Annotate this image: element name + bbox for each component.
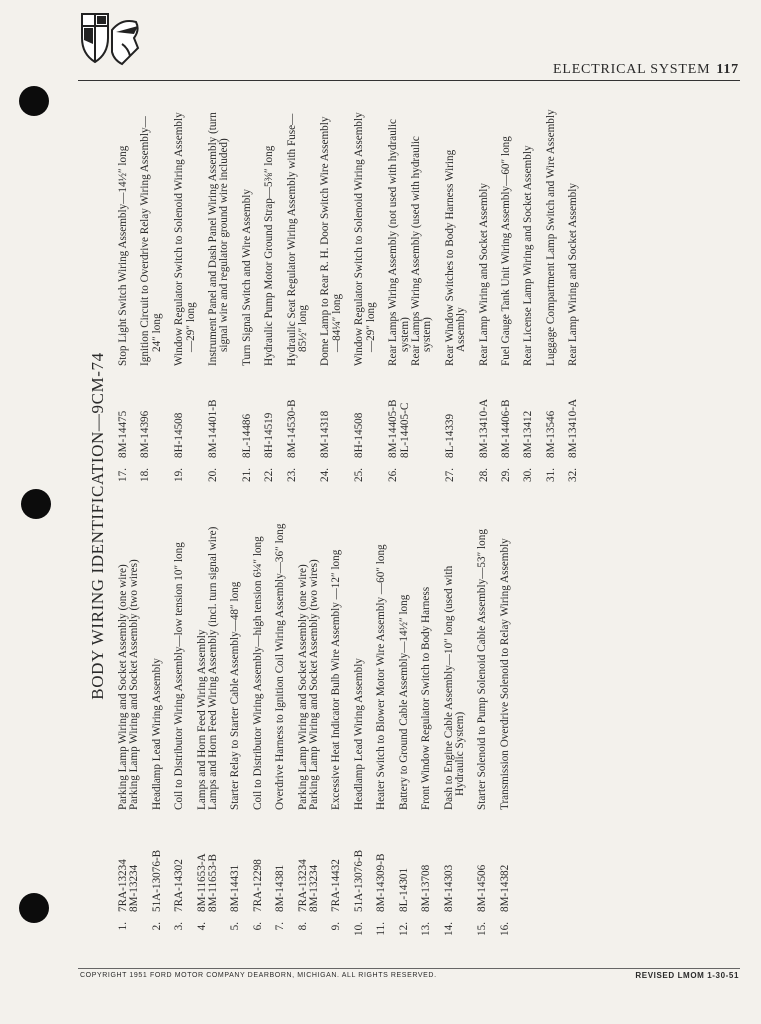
part-numbers: [275, 810, 286, 912]
entry-number: 11.: [375, 922, 388, 936]
descriptions: [477, 519, 488, 810]
part-number: 8M-13410-A: [567, 398, 580, 458]
part-number: 8L-14301: [397, 867, 410, 912]
part-description: Instrument Panel and Dash Panel Wiring Assembly (turn signal wire and regulator ground wire included): [207, 112, 231, 366]
entry-number: 2.: [150, 922, 163, 931]
wiring-entry: [174, 106, 197, 490]
descriptions: [230, 519, 241, 810]
descriptions: [354, 106, 377, 366]
part-description: Starter Solenoid to Pump Solenoid Cable Assembly—53″ long: [476, 529, 489, 810]
wiring-entry: [197, 519, 220, 944]
descriptions: [376, 519, 387, 810]
part-number: 51A-13076-B: [352, 849, 365, 912]
part-numbers: [501, 366, 512, 458]
part-numbers: [546, 366, 557, 458]
wiring-entry: [152, 519, 163, 944]
entry-number: 23.: [285, 468, 298, 482]
entry-number: 7.: [274, 922, 287, 931]
part-description: Rear Lamp Wiring and Socket Assembly: [477, 183, 490, 366]
wiring-entry: [275, 519, 286, 944]
descriptions: [331, 519, 342, 810]
part-numbers: [445, 366, 468, 458]
wiring-entry: [174, 519, 185, 944]
wiring-entry: [376, 519, 387, 944]
part-description: Battery to Ground Cable Assembly—14½″ long: [397, 594, 410, 810]
descriptions: [298, 519, 321, 810]
wiring-entry: [118, 519, 141, 944]
wiring-entry: [253, 519, 264, 944]
part-numbers: [421, 810, 432, 912]
descriptions: [287, 106, 310, 366]
descriptions: [354, 519, 365, 810]
part-number: 8M-14506: [476, 864, 489, 912]
part-numbers: [118, 810, 141, 912]
entry-number: 14.: [442, 922, 455, 936]
part-numbers: [208, 366, 231, 458]
part-numbers: [264, 366, 275, 458]
part-number: 8M-14405-B: [387, 399, 400, 458]
section-title: ELECTRICAL SYSTEM: [552, 62, 711, 77]
part-number: 8M-14381: [274, 864, 287, 912]
wiring-entry: [264, 106, 275, 490]
part-description: Hydraulic Seat Regulator Wiring Assembly with Fuse—85½″ long: [285, 113, 310, 366]
entry-number: 1.: [117, 922, 129, 931]
wiring-entry: [568, 106, 579, 490]
entry-number: 21.: [240, 468, 253, 482]
part-description: Turn Signal Switch and Wire Assembly: [240, 189, 253, 366]
descriptions: [118, 106, 129, 366]
descriptions: [242, 106, 253, 366]
part-description: Coil to Distributor Wiring Assembly—high tension 6¼″ long: [251, 536, 264, 810]
wiring-entry: [479, 106, 490, 490]
wiring-entry: [298, 519, 321, 944]
part-number: 8H-14519: [263, 412, 276, 458]
part-numbers: [152, 810, 163, 912]
part-numbers: [174, 810, 185, 912]
entry-number: 13.: [420, 922, 433, 936]
entry-number: 5.: [229, 922, 242, 931]
wiring-entry: [331, 519, 342, 944]
part-description: Window Regulator Switch to Solenoid Wiring Assembly—29″ long: [353, 112, 377, 366]
part-description: Heater Switch to Blower Motor Wire Assembly —60″ long: [375, 544, 388, 810]
page-number: 117: [716, 62, 739, 77]
part-number: 8M-14396: [139, 410, 152, 458]
part-number: 7RA-13234: [296, 859, 309, 912]
descriptions: [174, 106, 197, 366]
wiring-entry: [477, 519, 488, 944]
part-numbers: [298, 810, 321, 912]
part-number: 8M-14382: [498, 864, 511, 912]
entry-number: 12.: [397, 922, 410, 936]
part-numbers: [568, 366, 579, 458]
descriptions: [501, 106, 512, 366]
entry-number: 29.: [499, 468, 512, 482]
binder-hole-bottom: [19, 893, 49, 923]
part-description: Dome Lamp to Rear R. H. Door Switch Wire Assembly—84¼″ long: [319, 116, 343, 366]
descriptions: [523, 106, 534, 366]
entry-number: 32.: [567, 468, 580, 482]
part-number: 8M-14530-B: [285, 399, 298, 458]
descriptions: [445, 106, 468, 366]
part-description: Ignition Circuit to Overdrive Relay Wiring Assembly—24″ long: [139, 116, 163, 366]
part-description: Lamps and Horn Feed Wiring Assembly: [195, 629, 208, 810]
section-header: [553, 62, 739, 78]
descriptions: [152, 519, 163, 810]
part-description: Parking Lamp Wiring and Socket Assembly (two wires): [308, 559, 321, 810]
part-description: Rear Lamp Wiring and Socket Assembly: [567, 183, 580, 366]
part-description: Hydraulic Pump Motor Ground Strap—5⅜″ long: [263, 145, 276, 366]
descriptions: [118, 519, 141, 810]
entry-number: 18.: [139, 468, 152, 482]
descriptions: [500, 519, 511, 810]
entry-number: 31.: [544, 468, 557, 482]
part-numbers: [399, 810, 410, 912]
descriptions: [320, 106, 343, 366]
entry-number: 15.: [476, 922, 489, 936]
entry-number: 16.: [498, 922, 511, 936]
part-number: 8M-13546: [544, 410, 557, 458]
binder-hole-top: [19, 86, 49, 116]
part-description: Transmission Overdrive Solenoid to Relay Wiring Assembly: [498, 538, 511, 810]
wiring-entry: [354, 519, 365, 944]
wiring-entry: [546, 106, 557, 490]
descriptions: [253, 519, 264, 810]
part-description: Headlamp Lead Wiring Assembly: [352, 658, 365, 810]
part-number: 8H-14508: [353, 412, 366, 458]
part-number: 8M-14431: [229, 864, 242, 912]
part-description: Headlamp Lead Wiring Assembly: [150, 658, 163, 810]
part-numbers: [354, 810, 365, 912]
descriptions: [264, 106, 275, 366]
entry-number: 25.: [353, 468, 366, 482]
part-description: Luggage Compartment Lamp Switch and Wire Assembly: [544, 109, 557, 366]
descriptions: [140, 106, 163, 366]
part-description: Stop Light Switch Wiring Assembly—14½″ long: [117, 145, 129, 366]
part-description: Front Window Regulator Switch to Body Harness: [420, 586, 433, 810]
entry-number: 30.: [522, 468, 535, 482]
part-number: 8M-13412: [522, 410, 535, 458]
header-divider: [78, 80, 740, 81]
part-description: Starter Relay to Starter Cable Assembly—48″ long: [229, 581, 242, 810]
entry-number: 19.: [173, 468, 186, 482]
part-numbers: [331, 810, 342, 912]
right-column: [118, 106, 591, 490]
entry-number: 22.: [263, 468, 276, 482]
page-title: BODY WIRING IDENTIFICATION—9CM-74: [88, 352, 107, 700]
wiring-entry: [388, 106, 434, 490]
part-number: 8H-14508: [173, 412, 186, 458]
wiring-entry: [399, 519, 410, 944]
descriptions: [479, 106, 490, 366]
part-numbers: [118, 366, 129, 458]
wiring-entry: [230, 519, 241, 944]
part-numbers: [230, 810, 241, 912]
wiring-entry: [140, 106, 163, 490]
part-description: Parking Lamp Wiring and Socket Assembly (one wire): [117, 564, 129, 810]
part-number: 8M-13234: [128, 864, 141, 912]
part-numbers: [197, 810, 220, 912]
wiring-entry: [354, 106, 377, 490]
part-numbers: [253, 810, 264, 912]
entry-number: 8.: [296, 922, 309, 931]
descriptions: [399, 519, 410, 810]
part-number: 8L-14486: [240, 413, 253, 458]
part-numbers: [242, 366, 253, 458]
part-number: 7RA-14302: [173, 859, 186, 912]
footer-divider: [78, 968, 740, 969]
wiring-entry: [444, 519, 467, 944]
descriptions: [208, 106, 231, 366]
descriptions: [197, 519, 220, 810]
entry-number: 10.: [352, 922, 365, 936]
wiring-entry: [208, 106, 231, 490]
part-description: Window Regulator Switch to Solenoid Wiring Assembly—29″ long: [173, 112, 197, 366]
part-numbers: [140, 366, 163, 458]
part-number: 8M-14401-B: [207, 399, 220, 458]
revision-note: REVISED LMOM 1-30-51: [635, 971, 739, 980]
wiring-entry: [523, 106, 534, 490]
wiring-entry: [445, 106, 468, 490]
ford-crest-knight-icon: [78, 8, 144, 70]
part-description: Rear Lamps Wiring Assembly (not used with hydraulic system): [387, 119, 411, 366]
entry-number: 28.: [477, 468, 490, 482]
part-numbers: [320, 366, 343, 458]
descriptions: [275, 519, 286, 810]
wiring-entry: [421, 519, 432, 944]
left-column: [118, 519, 522, 944]
part-numbers: [388, 366, 434, 458]
copyright-notice: COPYRIGHT 1951 FORD MOTOR COMPANY DEARBORN, MICHIGAN. ALL RIGHTS RESERVED.: [80, 972, 437, 979]
entry-number: 4.: [195, 922, 208, 931]
entry-number: 20.: [207, 468, 220, 482]
wiring-entry: [500, 519, 511, 944]
part-number: 8M-14309-B: [375, 853, 388, 912]
entry-number: 26.: [387, 468, 400, 482]
part-number: 8M-13410-A: [477, 398, 490, 458]
part-description: Fuel Gauge Tank Unit Wiring Assembly—60″ long: [499, 136, 512, 366]
part-description: Parking Lamp Wiring and Socket Assembly (two wires): [128, 559, 141, 810]
descriptions: [388, 106, 434, 366]
part-number: 7RA-12298: [251, 859, 264, 912]
part-numbers: [500, 810, 511, 912]
part-numbers: [523, 366, 534, 458]
part-number: 8M-14406-B: [499, 399, 512, 458]
part-numbers: [376, 810, 387, 912]
part-description: Rear Lamps Wiring Assembly (used with hydraulic system): [409, 136, 434, 366]
entry-number: 6.: [251, 922, 264, 931]
wiring-entry: [118, 106, 129, 490]
part-number: 8M-11653-A: [195, 853, 208, 912]
part-numbers: [444, 810, 467, 912]
descriptions: [421, 519, 432, 810]
rotated-content: [86, 96, 736, 956]
part-number: 8L-14405-C: [398, 402, 411, 458]
part-number: 7RA-13234: [117, 859, 129, 912]
wiring-entry: [501, 106, 512, 490]
entry-number: 24.: [319, 468, 332, 482]
part-number: 8M-14475: [117, 410, 129, 458]
part-numbers: [354, 366, 377, 458]
part-description: Overdrive Harness to Ignition Coil Wiring Assembly—36″ long: [274, 523, 287, 810]
part-description: Lamps and Horn Feed Wiring Assembly (incl. turn signal wire): [207, 526, 220, 810]
part-number: 8M-13234: [308, 864, 321, 912]
part-numbers: [174, 366, 197, 458]
binder-hole-middle: [21, 489, 51, 519]
descriptions: [174, 519, 185, 810]
part-numbers: [479, 366, 490, 458]
entry-number: 27.: [443, 468, 456, 482]
part-number: 8M-13708: [420, 864, 433, 912]
part-description: Coil to Distributor Wiring Assembly—low tension 10″ long: [173, 542, 186, 810]
part-description: Rear Window Switches to Body Harness Wiring Assembly: [443, 149, 468, 366]
part-number: 8M-14318: [319, 410, 332, 458]
entry-number: 17.: [117, 468, 129, 482]
part-description: Parking Lamp Wiring and Socket Assembly (one wire): [296, 564, 309, 810]
part-description: Dash to Engine Cable Assembly—10″ long (used with Hydraulic System): [442, 565, 466, 810]
descriptions: [546, 106, 557, 366]
part-description: Rear License Lamp Wiring and Socket Assembly: [522, 145, 535, 366]
descriptions: [568, 106, 579, 366]
part-number: 8M-11653-B: [207, 853, 220, 912]
wiring-entry: [242, 106, 253, 490]
part-number: 51A-13076-B: [150, 849, 163, 912]
part-numbers: [477, 810, 488, 912]
descriptions: [444, 519, 467, 810]
part-numbers: [287, 366, 310, 458]
entry-number: 3.: [173, 922, 186, 931]
wiring-entry: [287, 106, 310, 490]
part-description: Excessive Heat Indicator Bulb Wire Assembly —12″ long: [330, 549, 343, 810]
part-number: 7RA-14432: [330, 859, 343, 912]
part-number: 8L-14339: [443, 413, 456, 458]
part-number: 8M-14303: [442, 864, 455, 912]
entry-number: 9.: [330, 922, 343, 931]
wiring-entry: [320, 106, 343, 490]
